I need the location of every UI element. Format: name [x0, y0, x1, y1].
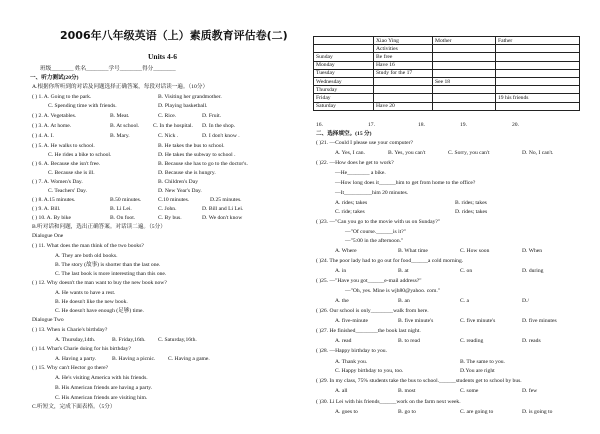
- q9-option-a: ( ) 9. A. Bill.: [32, 206, 61, 212]
- table-cell: Have 16: [374, 61, 433, 69]
- table-cell: Wednesday: [314, 77, 374, 85]
- q21-question: ( )21. —Could I please use your computer?: [316, 140, 413, 146]
- q25-option-a: A. the: [335, 298, 349, 304]
- q10-option-d: D. We don't know: [202, 215, 243, 221]
- q3-option-c: C. In the hospital.: [153, 123, 193, 129]
- table-cell: [496, 61, 580, 69]
- q7-option-c: C. Teachers' Day.: [48, 188, 87, 194]
- q22-line-4: —It__________him 20 minutes.: [335, 190, 409, 196]
- q9-option-b: B. Li Lei.: [110, 206, 132, 212]
- q21-option-a: A. Yes, I can.: [335, 150, 365, 156]
- q29-option-b: B. most: [398, 388, 416, 394]
- q23-line-2: —"Of course.______is it?": [345, 229, 406, 235]
- q4-option-c: C. Nick .: [158, 133, 179, 139]
- q5-option-a: ( ) 5. A. He walks to school.: [32, 143, 95, 149]
- answer-blank-20[interactable]: 20.: [512, 122, 519, 128]
- table-cell: See 18: [433, 77, 496, 85]
- table-row: [314, 37, 580, 45]
- units-subtitle: Units 4-6: [148, 52, 177, 61]
- q30-question: ( )30. Li Lei with his friends______work on the farm next week.: [316, 399, 461, 405]
- q27-option-c: C. reading: [460, 338, 484, 344]
- q30-option-b: B. go to: [398, 409, 416, 415]
- table-cell: [314, 37, 374, 45]
- q23-option-c: C. How soon: [460, 248, 490, 254]
- table-cell: [433, 69, 496, 77]
- dialogue-two-label: Dialogue Two: [32, 317, 64, 323]
- q29-question: ( )29. In my class, 75% students take the bus to school.______students get to school by bus.: [316, 378, 522, 384]
- q10-option-b: B. On foot.: [110, 215, 136, 221]
- q9-option-c: C. John.: [158, 206, 177, 212]
- q3-option-a: ( ) 3. A. At home.: [32, 123, 72, 129]
- table-row: [314, 61, 580, 69]
- part-a-instruction: A.根据你所听到的对话及问题选择正确答案，每段对话读一遍。（10分）: [32, 84, 209, 90]
- q8-option-a: ( ) 8. A.15 minutes.: [32, 197, 76, 203]
- q14-option-a: A. Having a party.: [55, 356, 97, 362]
- q29-option-a: A. all: [335, 388, 348, 394]
- table-cell: Sunday: [314, 53, 374, 61]
- table-cell: Be free: [374, 53, 433, 61]
- q12-option-b: B. He doesn't like the new book.: [55, 299, 128, 305]
- q29-option-c: C. some: [460, 388, 479, 394]
- table-cell: Mother: [433, 37, 496, 45]
- q15-option-b: B. His American friends are having a party.: [55, 385, 153, 391]
- q11-option-c: C. The last book is more interesting than this one.: [55, 271, 167, 277]
- q28-question: ( )28. —Happy birthday to you.: [316, 348, 387, 354]
- table-cell: [374, 94, 433, 102]
- table-cell: Monday: [314, 61, 374, 69]
- q26-question: ( )26. Our school is only________walk from here.: [316, 308, 429, 314]
- q10-option-c: C. By bus.: [158, 215, 182, 221]
- q22-question: ( )22. —How does he get to work?: [316, 160, 394, 166]
- q5-option-b: B. He takes the bus to school.: [158, 143, 225, 149]
- q28-option-d: D.You are right: [460, 368, 495, 374]
- q2-option-c: C. Rice.: [158, 113, 177, 119]
- table-row: [314, 45, 580, 53]
- q1-option-c: C. Spending time with friends.: [48, 103, 117, 109]
- table-cell: Saturday: [314, 102, 374, 110]
- q27-option-b: B. to read: [398, 338, 420, 344]
- q8-option-c: C.10 minutes.: [158, 197, 190, 203]
- q28-option-b: B. The same to you.: [460, 359, 505, 365]
- table-cell: [433, 102, 496, 110]
- q24-option-c: C. on: [460, 268, 473, 274]
- q6-option-c: C. Because she is ill.: [48, 170, 95, 176]
- student-info: 班级________ 姓名________学号________得分________: [40, 66, 176, 72]
- q7-option-a: ( ) 7. A. Women's Day.: [32, 179, 83, 185]
- q28-option-a: A. Thank you.: [335, 359, 368, 365]
- q8-option-b: B.50 minutes.: [110, 197, 142, 203]
- q30-option-a: A. goes to: [335, 409, 358, 415]
- table-cell: Thursday: [314, 86, 374, 94]
- q25-question: ( )25. —"Have you got______e-mail address?": [316, 278, 422, 284]
- q21-option-b: B. Yes, you can't: [388, 150, 426, 156]
- table-row: [314, 69, 580, 77]
- q24-option-d: D. during: [522, 268, 544, 274]
- q25-line-2: —"Oh, yes. Mine is wjh80@yahoo. com.": [345, 288, 441, 294]
- q22-line-3: —How long does it______him to get from home to the office?: [335, 180, 476, 186]
- q12-option-c: C. He doesn't have enough (足够) time.: [55, 308, 144, 314]
- q27-option-a: A. read: [335, 338, 352, 344]
- q15-option-a: A. He's visiting America with his friends.: [55, 375, 148, 381]
- table-cell: Study for the 17: [374, 69, 433, 77]
- q28-option-c: C. Happy birthday to you, too.: [335, 368, 404, 374]
- q21-option-d: D. No, I can't.: [522, 150, 554, 156]
- q2-option-b: B. Meat.: [110, 113, 130, 119]
- q6-option-b: B. Because she has to go to the doctor's.: [158, 161, 248, 167]
- q24-option-a: A. in: [335, 268, 347, 274]
- q26-option-d: D. five minutes: [522, 318, 557, 324]
- table-cell: [314, 45, 374, 53]
- table-cell: 19 his friends: [496, 94, 580, 102]
- q24-question: ( )24. The poor lady had to go out for food______a cold morning.: [316, 258, 464, 264]
- q27-option-d: D. reads: [522, 338, 541, 344]
- table-cell: [374, 86, 433, 94]
- q13-option-c: C. Saturday,16th.: [158, 337, 197, 343]
- q30-option-d: D. is going to: [522, 409, 553, 415]
- answer-blank-19[interactable]: 19.: [460, 122, 467, 128]
- q13-option-b: B. Friday,16th.: [112, 337, 146, 343]
- section2-heading: 二、选择填空。(15 分): [316, 131, 372, 137]
- table-row: [314, 102, 580, 110]
- q4-option-b: B. Mary.: [110, 133, 130, 139]
- table-row: [314, 86, 580, 94]
- q5-option-d: D. He takes the subway to school .: [158, 152, 236, 158]
- q26-option-a: A. five-minute: [335, 318, 368, 324]
- q11-option-a: A. They are both old books.: [55, 253, 118, 259]
- q1-option-b: B. Visiting her grandmother.: [158, 94, 222, 100]
- table-cell: [496, 53, 580, 61]
- q1-option-d: D. Playing basketball.: [158, 103, 208, 109]
- answer-blank-16[interactable]: 16.: [316, 122, 323, 128]
- table-cell: [433, 53, 496, 61]
- q13-question: ( ) 13. When is Charie's birthday?: [32, 327, 108, 333]
- q10-option-a: ( ) 10. A. By bike: [32, 215, 71, 221]
- q5-option-c: C. He rides a bike to school.: [48, 152, 112, 158]
- dialogue-one-label: Dialogue One: [32, 233, 64, 239]
- q7-option-b: B. Children's Day: [158, 179, 199, 185]
- schedule-table: [313, 36, 580, 111]
- q11-question: ( ) 11. What does the man think of the two books?: [32, 243, 144, 249]
- table-cell: [433, 86, 496, 94]
- table-cell: Tuesday: [314, 69, 374, 77]
- q3-option-d: D. In the shop.: [202, 123, 236, 129]
- table-row: [314, 94, 580, 102]
- q3-option-b: B. At school.: [110, 123, 140, 129]
- answer-blank-18[interactable]: 18.: [418, 122, 425, 128]
- q4-option-d: D. I don't know .: [202, 133, 240, 139]
- q2-option-a: ( ) 2. A. Vegetables.: [32, 113, 77, 119]
- q25-option-d: D./: [522, 298, 529, 304]
- q6-option-a: ( ) 6. A. Because she isn't free.: [32, 161, 101, 167]
- section1-heading: 一、听力测试(20分): [30, 75, 79, 81]
- q23-option-d: D. When: [522, 248, 543, 254]
- table-cell: Friday: [314, 94, 374, 102]
- q1-option-a: ( ) 1. A. Going to the park.: [32, 94, 92, 100]
- table-cell: Have 20: [374, 102, 433, 110]
- table-cell: [433, 61, 496, 69]
- q23-option-b: B. What time: [398, 248, 428, 254]
- q14-option-c: C. Having a game.: [168, 356, 210, 362]
- table-cell: [496, 69, 580, 77]
- q13-option-a: A. Thursday,14th.: [55, 337, 96, 343]
- q23-question: ( )23. —"Can you go to the movie with us on Sunday?": [316, 219, 441, 225]
- q22-option-a: A. rides; takes: [335, 200, 368, 206]
- page-title: 2006年八年级英语（上）素质教育评估卷(二): [60, 29, 288, 42]
- q23-option-a: A. Where: [335, 248, 357, 254]
- q14-option-b: B. Having a picnic.: [112, 356, 156, 362]
- table-cell: Activities: [374, 45, 433, 53]
- q8-option-d: D.25 minutes.: [210, 197, 242, 203]
- table-cell: [496, 45, 580, 53]
- q25-option-b: B. an: [398, 298, 410, 304]
- q29-option-d: D. few: [522, 388, 538, 394]
- q12-option-a: A. He wants to have a rest.: [55, 290, 116, 296]
- q15-option-c: C. His American friends are visiting him.: [55, 395, 148, 401]
- q7-option-d: D. New Year's Day.: [158, 188, 202, 194]
- q24-option-b: B. at: [398, 268, 409, 274]
- q27-question: ( )27. He finished________the book last night.: [316, 328, 421, 334]
- table-row: [314, 53, 580, 61]
- q26-option-b: B. five minute's: [398, 318, 434, 324]
- q22-option-d: D. rides; takes: [455, 209, 488, 215]
- q6-option-d: D. Because she is hungry.: [158, 170, 216, 176]
- q30-option-c: C. are going to: [460, 409, 494, 415]
- q4-option-a: ( ) 4. A. I.: [32, 133, 54, 139]
- q25-option-c: C. a: [460, 298, 470, 304]
- table-cell: [496, 86, 580, 94]
- table-cell: [496, 77, 580, 85]
- q9-option-d: D. Bill and Li Lei.: [202, 206, 244, 212]
- q26-option-c: C. five minute's: [460, 318, 496, 324]
- part-b-instruction: B.听对话和问题，选出正确答案。对话读二遍。（5分）: [32, 224, 166, 230]
- table-cell: Father: [496, 37, 580, 45]
- table-cell: [496, 102, 580, 110]
- table-row: [314, 77, 580, 85]
- q22-line-2: —He________ a bike.: [335, 170, 386, 176]
- q22-option-b: B. rides; takes: [455, 200, 487, 206]
- q15-question: ( ) 15. Why can't Hector go there?: [32, 365, 109, 371]
- part-c-instruction: C.听短文，完成下面表格。（5分）: [32, 404, 116, 410]
- table-cell: [433, 94, 496, 102]
- q14-question: ( ) 14. What's Charie doing for his birthday?: [32, 346, 131, 352]
- table-cell: Xiao Ying: [374, 37, 433, 45]
- table-cell: [433, 45, 496, 53]
- q11-option-b: B. The story (故事) is shorter than the last one.: [55, 262, 161, 268]
- q12-question: ( ) 12. Why doesn't the man want to buy the new book now?: [32, 280, 167, 286]
- q21-option-c: C. Sorry, you can't: [448, 150, 490, 156]
- q23-line-3: —"5:00 in the afternoon.": [345, 238, 404, 244]
- table-cell: [374, 77, 433, 85]
- answer-blank-17[interactable]: 17.: [368, 122, 375, 128]
- q2-option-d: D. Fruit.: [202, 113, 222, 119]
- q22-option-c: C. ride; takes: [335, 209, 365, 215]
